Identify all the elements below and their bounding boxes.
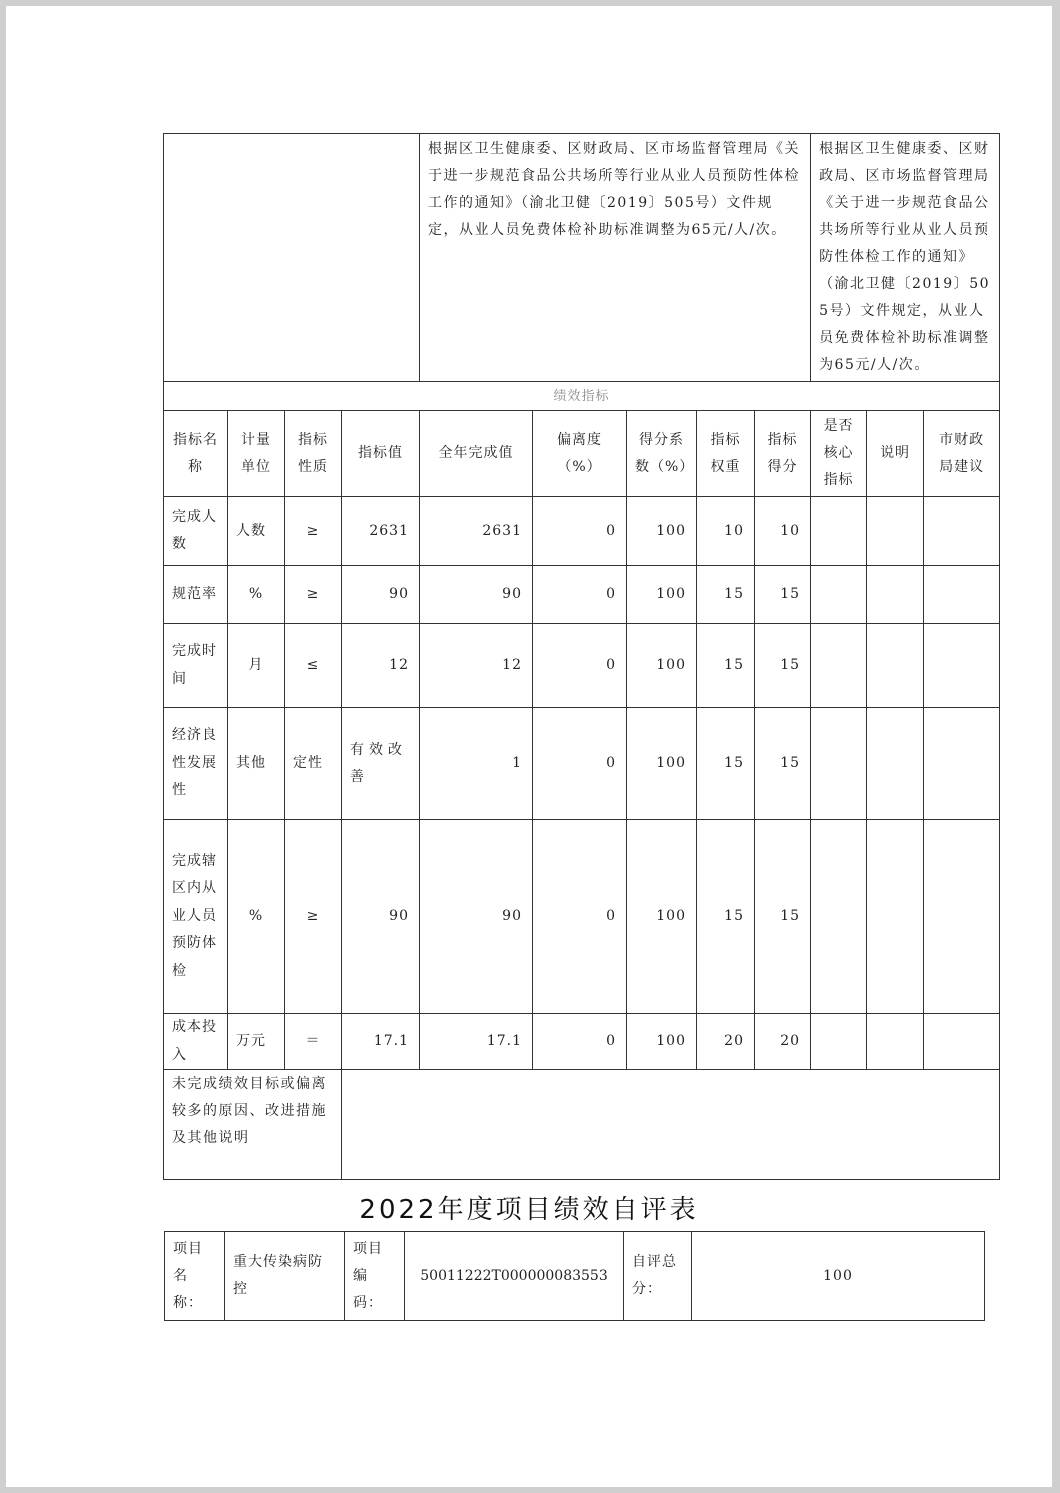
- row-name: 规范率: [164, 566, 228, 624]
- row-target: 12: [342, 624, 420, 708]
- footer-content: [342, 1070, 1000, 1180]
- total-score-label: 自评总分：: [624, 1232, 692, 1321]
- row-name: 完成人数: [164, 497, 228, 566]
- row-advice: [924, 624, 1000, 708]
- project-name-label: 项目名称：: [165, 1232, 225, 1321]
- row-weight: 15: [697, 566, 755, 624]
- row-coef: 100: [627, 708, 697, 820]
- row-target: 有效改善: [342, 708, 420, 820]
- performance-indicator-table: [163, 133, 1000, 1180]
- section-label: 绩效指标: [164, 382, 1000, 411]
- row-deviation: 0: [533, 566, 627, 624]
- row-actual: 2631: [420, 497, 533, 566]
- project-code: 50011222T000000083553: [405, 1232, 624, 1321]
- header-unit: 计量单位: [228, 411, 285, 497]
- row-target: 90: [342, 820, 420, 1014]
- row-deviation: 0: [533, 708, 627, 820]
- row-actual: 90: [420, 820, 533, 1014]
- table-row: [164, 820, 1000, 1014]
- row-weight: 20: [697, 1014, 755, 1070]
- row-note: [867, 708, 924, 820]
- row-deviation: 0: [533, 1014, 627, 1070]
- header-core: 是否核心指标: [811, 411, 867, 497]
- row-advice: [924, 820, 1000, 1014]
- table-row: [164, 1014, 1000, 1070]
- row-unit: 其他: [228, 708, 285, 820]
- row-coef: 100: [627, 1014, 697, 1070]
- footer-label: 未完成绩效目标或偏离较多的原因、改进措施及其他说明: [164, 1070, 342, 1180]
- row-target: 90: [342, 566, 420, 624]
- row-core: [811, 1014, 867, 1070]
- header-actual: 全年完成值: [420, 411, 533, 497]
- table-row: [164, 566, 1000, 624]
- basis-text-b: 根据区卫生健康委、区财政局、区市场监督管理局《关于进一步规范食品公共场所等行业从业人员预防性体检工作的通知》（渝北卫健〔2019〕505号）文件规定，从业人员免费体检补助标准调整为65元/人/次。: [811, 134, 1000, 382]
- project-code-label: 项目编码：: [345, 1232, 405, 1321]
- row-nature: ≥: [285, 820, 342, 1014]
- row-weight: 10: [697, 497, 755, 566]
- row-name: 完成时间: [164, 624, 228, 708]
- row-score: 15: [755, 566, 811, 624]
- row-actual: 1: [420, 708, 533, 820]
- row-unit: %: [228, 820, 285, 1014]
- header-target: 指标值: [342, 411, 420, 497]
- row-nature: ≥: [285, 566, 342, 624]
- row-note: [867, 820, 924, 1014]
- header-coef: 得分系数（%）: [627, 411, 697, 497]
- row-score: 15: [755, 820, 811, 1014]
- row-advice: [924, 566, 1000, 624]
- header-deviation: 偏离度（%）: [533, 411, 627, 497]
- row-weight: 15: [697, 624, 755, 708]
- header-note: 说明: [867, 411, 924, 497]
- row-advice: [924, 1014, 1000, 1070]
- row-target: 17.1: [342, 1014, 420, 1070]
- row-note: [867, 566, 924, 624]
- header-advice: 市财政局建议: [924, 411, 1000, 497]
- row-coef: 100: [627, 820, 697, 1014]
- row-nature: ＝: [285, 1014, 342, 1070]
- row-deviation: 0: [533, 820, 627, 1014]
- row-note: [867, 1014, 924, 1070]
- table-row: [164, 624, 1000, 708]
- row-score: 15: [755, 708, 811, 820]
- row-score: 20: [755, 1014, 811, 1070]
- row-name: 成本投入: [164, 1014, 228, 1070]
- row-nature: 定性: [285, 708, 342, 820]
- header-name: 指标名称: [164, 411, 228, 497]
- row-core: [811, 566, 867, 624]
- row-note: [867, 624, 924, 708]
- total-score: 100: [692, 1232, 985, 1321]
- document-page: [6, 6, 1052, 1487]
- row-core: [811, 708, 867, 820]
- row-actual: 12: [420, 624, 533, 708]
- row-core: [811, 624, 867, 708]
- row-nature: ≤: [285, 624, 342, 708]
- row-nature: ≥: [285, 497, 342, 566]
- row-unit: 人数: [228, 497, 285, 566]
- row-unit: 月: [228, 624, 285, 708]
- row-actual: 17.1: [420, 1014, 533, 1070]
- header-score: 指标得分: [755, 411, 811, 497]
- row-advice: [924, 708, 1000, 820]
- form2-title: 2022年度项目绩效自评表: [359, 1195, 699, 1225]
- row-name: 经济良性发展性: [164, 708, 228, 820]
- row-deviation: 0: [533, 624, 627, 708]
- row-coef: 100: [627, 497, 697, 566]
- row-score: 10: [755, 497, 811, 566]
- project-summary-table: [164, 1231, 985, 1321]
- row-advice: [924, 497, 1000, 566]
- row-actual: 90: [420, 566, 533, 624]
- basis-text-a: 根据区卫生健康委、区财政局、区市场监督管理局《关于进一步规范食品公共场所等行业从业人员预防性体检工作的通知》（渝北卫健〔2019〕505号）文件规定，从业人员免费体检补助标准调整为65元/人/次。: [420, 134, 811, 382]
- header-weight: 指标权重: [697, 411, 755, 497]
- row-weight: 15: [697, 708, 755, 820]
- row-coef: 100: [627, 566, 697, 624]
- row-score: 15: [755, 624, 811, 708]
- row-core: [811, 820, 867, 1014]
- row-unit: 万元: [228, 1014, 285, 1070]
- table-row: [164, 497, 1000, 566]
- row-note: [867, 497, 924, 566]
- header-nature: 指标性质: [285, 411, 342, 497]
- project-name: 重大传染病防控: [225, 1232, 345, 1321]
- row-unit: %: [228, 566, 285, 624]
- row-deviation: 0: [533, 497, 627, 566]
- table-row: [164, 708, 1000, 820]
- row-weight: 15: [697, 820, 755, 1014]
- row-target: 2631: [342, 497, 420, 566]
- row-name: 完成辖区内从业人员预防体检: [164, 820, 228, 1014]
- row-coef: 100: [627, 624, 697, 708]
- basis-empty-cell: [164, 134, 420, 382]
- row-core: [811, 497, 867, 566]
